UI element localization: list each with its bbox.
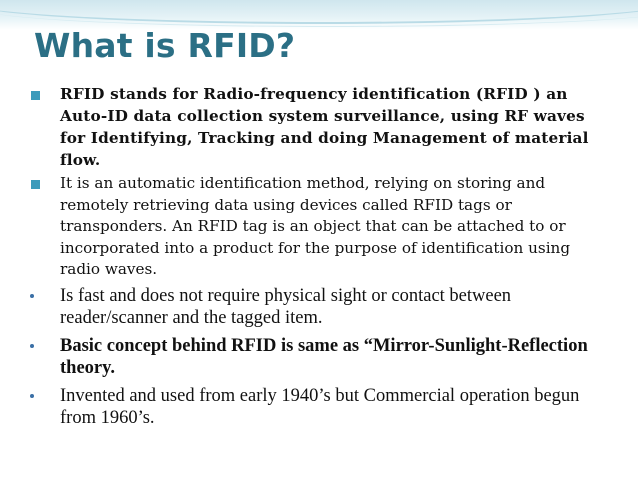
bullet-text: RFID stands for Radio-frequency identification (RFID ) an Auto-ID data collection system surveillance, using RF waves for Identifying, Tracking and doing Management of material flow. bbox=[60, 85, 589, 169]
square-bullet-icon bbox=[31, 91, 40, 100]
dot-bullet-icon bbox=[30, 294, 34, 298]
bullet-text: Basic concept behind RFID is same as “Mirror-Sunlight-Reflection theory. bbox=[60, 335, 588, 378]
bullet-identification-method bbox=[30, 173, 610, 281]
bullet-list bbox=[30, 83, 610, 429]
bullet-basic-concept bbox=[30, 335, 610, 379]
bullet-fast-no-sight bbox=[30, 285, 610, 329]
bullet-text: Invented and used from early 1940’s but Commercial operation begun from 1960’s. bbox=[60, 385, 580, 428]
bullet-rfid-definition bbox=[30, 83, 610, 171]
bullet-text: Is fast and does not require physical sight or contact between reader/scanner and the tagged item. bbox=[60, 285, 512, 328]
dot-bullet-icon bbox=[30, 344, 34, 348]
bullet-text: It is an automatic identification method, relying on storing and remotely retrieving data using devices called RFID tags or transponders. An RFID tag is an object that can be attached to or incorporated into a product for the purpose of identification using radio waves. bbox=[60, 174, 571, 279]
slide-title: What is RFID? bbox=[34, 26, 296, 65]
dot-bullet-icon bbox=[30, 394, 34, 398]
bullet-history bbox=[30, 385, 610, 429]
square-bullet-icon bbox=[31, 180, 40, 189]
